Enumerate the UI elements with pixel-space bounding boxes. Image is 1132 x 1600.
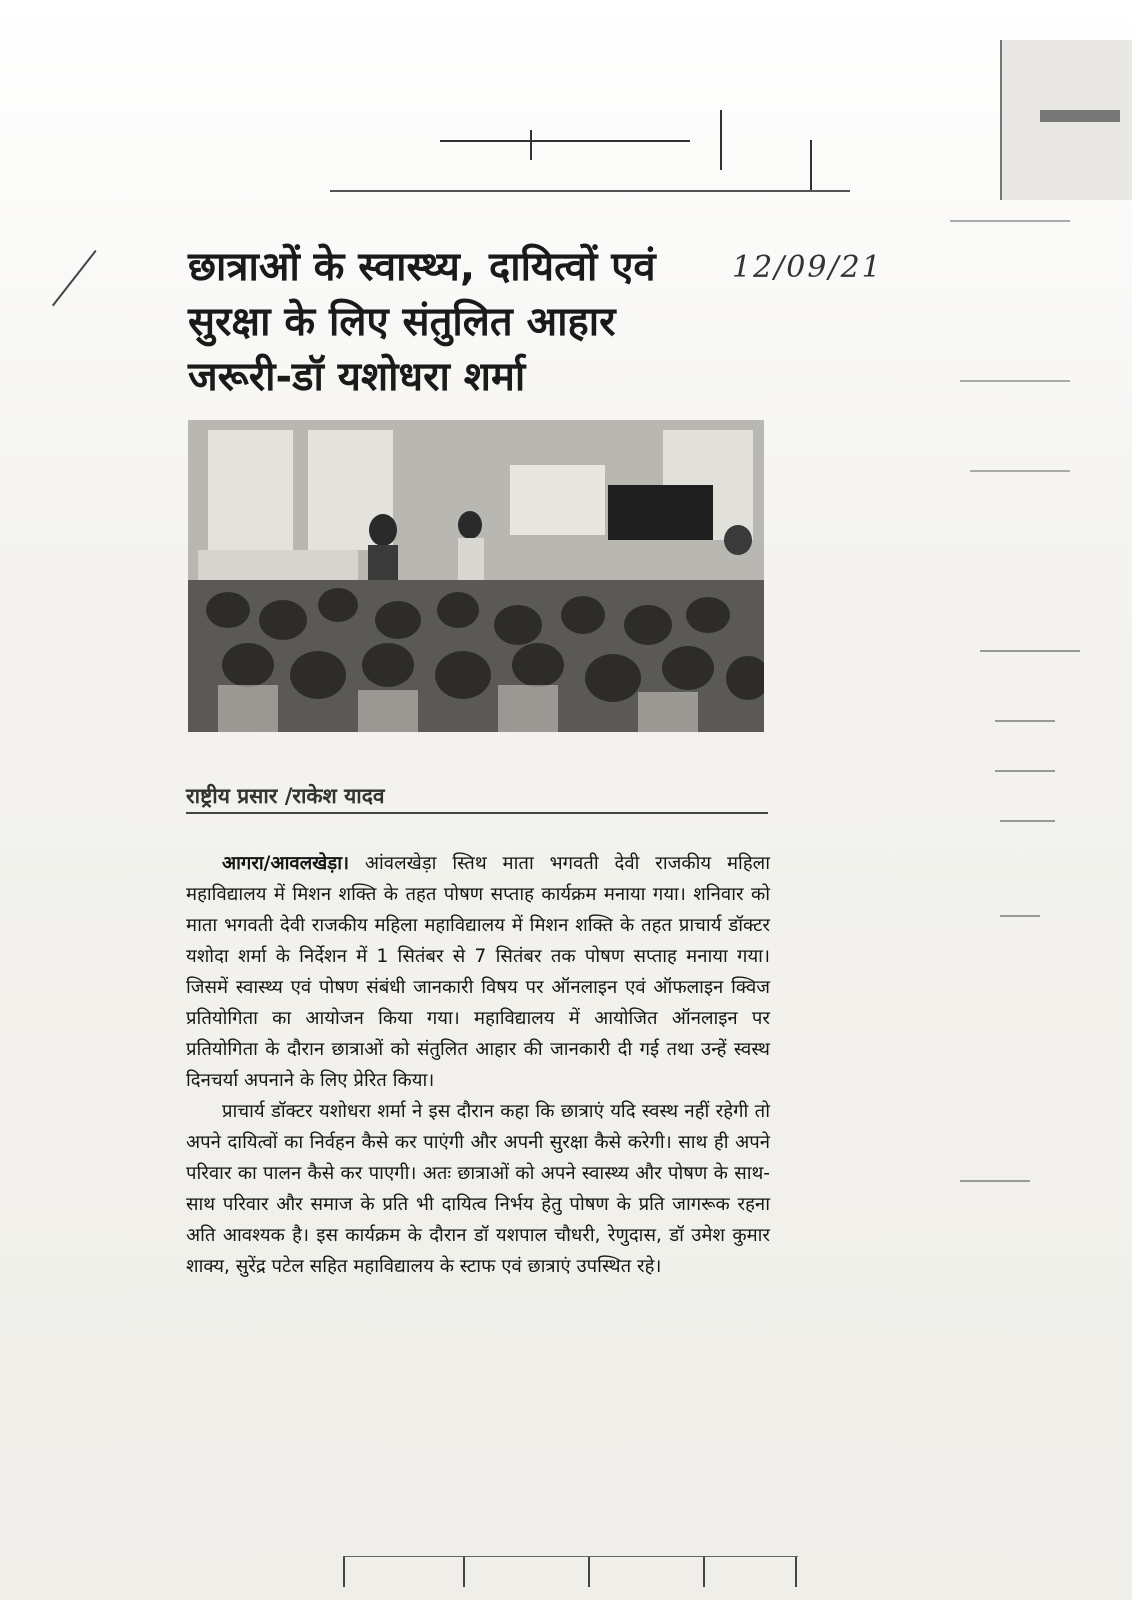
stacked-paper-edge	[330, 40, 850, 192]
classroom-photo	[188, 420, 764, 732]
table-rule	[703, 1557, 705, 1587]
faint-pen-stroke	[995, 770, 1055, 772]
bottom-table-edge	[343, 1556, 798, 1587]
faint-pen-stroke	[995, 720, 1055, 722]
article-body	[186, 848, 770, 1282]
table-rule	[795, 1557, 797, 1587]
faint-pen-stroke	[1000, 820, 1055, 822]
faint-pen-stroke	[960, 1180, 1030, 1182]
faint-pen-stroke	[950, 220, 1070, 222]
headline-line: जरूरी-डॉ यशोधरा शर्मा	[188, 354, 526, 400]
paragraph-text: आंवलखेड़ा स्तिथ माता भगवती देवी राजकीय महिला महाविद्यालय में मिशन शक्ति के तहत पोषण सप्ताह कार्यक्रम मनाया गया। शनिवार को माता भगवती देवी राजकीय महिला महाविद्यालय में मिशन शक्ति के तहत प्राचार्य डॉक्टर यशोदा शर्मा के निर्देशन में 1 सितंबर से 7 सितंबर तक पोषण सप्ताह मनाया गया। जिसमें स्वास्थ्य एवं पोषण संबंधी जानकारी विषय पर ऑनलाइन एवं ऑफलाइन क्विज प्रतियोगिता का आयोजन किया गया। महाविद्यालय में आयोजित ऑनलाइन पर प्रतियोगिता के दौरान छात्राओं को संतुलित आहार की जानकारी दी गई तथा उन्हें स्वस्थ दिनचर्या अपनाने के लिए प्रेरित किया।	[186, 853, 770, 1091]
headline-line: सुरक्षा के लिए संतुलित आहार	[188, 299, 616, 345]
article-byline: राष्ट्रीय प्रसार /राकेश यादव	[186, 784, 385, 808]
dateline: आगरा/आवलखेड़ा।	[222, 853, 350, 874]
binder-clip-bar	[1040, 110, 1120, 122]
table-rule	[343, 1557, 345, 1587]
article-headline	[188, 240, 718, 405]
table-rule	[463, 1557, 465, 1587]
classroom-photo-graphic	[188, 420, 764, 732]
article-paragraph	[186, 848, 770, 1096]
faint-pen-stroke	[980, 650, 1080, 652]
pen-line	[720, 110, 722, 170]
byline-divider	[186, 812, 768, 814]
faint-pen-stroke	[960, 380, 1070, 382]
faint-pen-stroke	[970, 470, 1070, 472]
table-rule	[588, 1557, 590, 1587]
article-paragraph: प्राचार्य डॉक्टर यशोधरा शर्मा ने इस दौरान कहा कि छात्राएं यदि स्वस्थ नहीं रहेगी तो अपने दायित्वों का निर्वहन कैसे कर पाएंगी और अपनी सुरक्षा कैसे करेगी। साथ ही अपने परिवार का पालन कैसे कर पाएगी। अतः छात्राओं को अपने स्वास्थ्य और पोषण के साथ-साथ परिवार और समाज के प्रति भी दायित्व निर्भय हेतु पोषण के प्रति जागरूक रहना अति आवश्यक है। इस कार्यक्रम के दौरान डॉ यशपाल चौधरी, रेणुदास, डॉ उमेश कुमार शाक्य, सुरेंद्र पटेल सहित महाविद्यालय के स्टाफ एवं छात्राएं उपस्थित रहे।	[186, 1101, 770, 1277]
faint-pen-stroke	[1000, 915, 1040, 917]
margin-handwriting	[940, 180, 1120, 1600]
headline-line: छात्राओं के स्वास्थ्य, दायित्वों एवं	[188, 244, 656, 290]
handwritten-date: 12/09/21	[732, 250, 883, 285]
pen-line	[530, 130, 532, 160]
pen-line	[440, 140, 690, 142]
pen-line	[810, 140, 812, 190]
